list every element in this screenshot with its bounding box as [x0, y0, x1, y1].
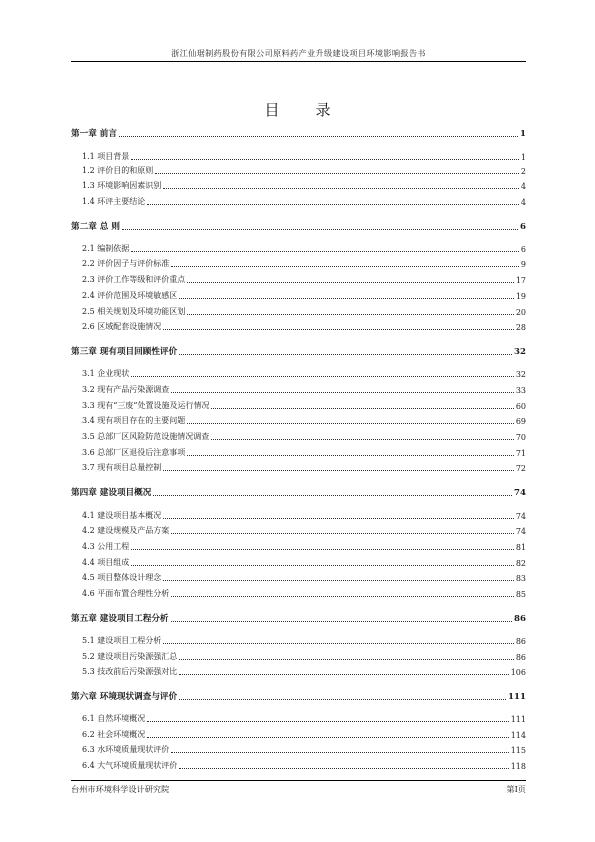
- toc-dot-leader: [187, 314, 514, 315]
- toc-entry-label: 3.6 总部厂区退役后注意事项: [82, 448, 186, 457]
- toc-entry-label: 第六章 环境现状调查与评价: [71, 692, 178, 702]
- toc-dot-leader: [153, 495, 512, 496]
- toc-section-entry[interactable]: [71, 321, 526, 332]
- toc-dot-leader: [171, 752, 508, 753]
- toc-entry-page: 74: [515, 527, 526, 536]
- toc-entry-label: 3.5 总部厂区风险防范设施情况调查: [82, 432, 210, 441]
- toc-dot-leader: [179, 699, 506, 700]
- toc-dot-leader: [163, 518, 514, 519]
- toc-entry-label: 4.4 项目组成: [82, 558, 130, 567]
- toc-entry-label: 4.5 项目整体设计理念: [82, 573, 162, 582]
- toc-entry-page: 81: [515, 543, 526, 552]
- toc-entry-page: 1: [520, 129, 526, 139]
- toc-section-entry[interactable]: [71, 651, 526, 662]
- toc-entry-page: 4: [520, 182, 526, 191]
- toc-dot-leader: [211, 408, 513, 409]
- toc-entry-label: 6.1 自然环境概况: [82, 714, 146, 723]
- toc-entry-page: 1: [520, 153, 526, 162]
- toc-entry-page: 72: [515, 464, 526, 473]
- toc-entry-page: 74: [514, 488, 526, 498]
- toc-dot-leader: [187, 455, 514, 456]
- toc-chapter-entry[interactable]: [71, 127, 526, 139]
- toc-entry-page: 17: [515, 276, 526, 285]
- toc-entry-label: 3.1 企业现状: [82, 369, 130, 378]
- toc-section-entry[interactable]: [71, 713, 526, 724]
- toc-entry-label: 6.4 大气环境质量现状评价: [82, 761, 178, 770]
- toc-entry-page: 82: [515, 559, 526, 568]
- toc-entry-label: 3.3 现有“三废”处置设施及运行情况: [82, 401, 210, 410]
- toc-entry-label: 2.5 相关规划及环境功能区划: [82, 307, 186, 316]
- toc-entry-label: 2.2 评价因子与评价标准: [82, 259, 170, 268]
- toc-dot-leader: [171, 596, 514, 597]
- toc-entry-label: 2.3 评价工作等级和评价重点: [82, 275, 186, 284]
- toc-section-entry[interactable]: [71, 384, 526, 395]
- toc-entry-label: 第四章 建设项目概况: [71, 488, 152, 498]
- toc-dot-leader: [119, 136, 518, 137]
- toc-entry-page: 111: [508, 692, 526, 702]
- toc-dot-leader: [179, 354, 512, 355]
- toc-entry-page: 106: [510, 668, 526, 677]
- toc-dot-leader: [147, 737, 508, 738]
- toc-section-entry[interactable]: [71, 744, 526, 755]
- toc-entry-page: 32: [515, 370, 526, 379]
- toc-dot-leader: [211, 439, 514, 440]
- toc-section-entry[interactable]: [71, 729, 526, 740]
- toc-section-entry[interactable]: [71, 510, 526, 521]
- toc-entry-label: 5.3 技改前后污染源强对比: [82, 667, 178, 676]
- toc-entry-label: 第五章 建设项目工程分析: [71, 614, 169, 624]
- toc-entry-page: 4: [520, 198, 526, 207]
- toc-section-entry[interactable]: [71, 165, 526, 176]
- toc-entry-page: 118: [510, 762, 526, 771]
- toc-chapter-entry[interactable]: [71, 345, 526, 357]
- toc-entry-label: 1.3 环境影响因素识别: [82, 181, 162, 190]
- toc-entry-page: 86: [515, 653, 526, 662]
- footer-page-number: 第I页: [506, 784, 526, 794]
- toc-section-entry[interactable]: [71, 196, 526, 207]
- toc-entry-page: 6: [520, 222, 526, 232]
- toc-dot-leader: [187, 423, 514, 424]
- toc-chapter-entry[interactable]: [71, 690, 526, 702]
- toc-section-entry[interactable]: [71, 760, 526, 771]
- toc-entry-page: 28: [515, 323, 526, 332]
- toc-entry-page: 19: [515, 292, 526, 301]
- toc-entry-label: 1.1 项目背景: [82, 152, 130, 161]
- toc-entry-page: 60: [515, 402, 526, 411]
- toc-dot-leader: [171, 392, 514, 393]
- toc-entry-label: 第三章 现有项目回顾性评价: [71, 347, 178, 357]
- toc-section-entry[interactable]: [71, 635, 526, 646]
- toc-chapter-entry[interactable]: [71, 486, 526, 498]
- toc-entry-label: 第一章 前言: [71, 129, 117, 139]
- toc-entry-page: 33: [515, 386, 526, 395]
- toc-dot-leader: [163, 329, 514, 330]
- toc-entry-page: 20: [515, 308, 526, 317]
- toc-entry-page: 32: [514, 347, 526, 357]
- toc-section-entry[interactable]: [71, 447, 526, 458]
- toc-section-entry[interactable]: [71, 431, 526, 442]
- toc-chapter-entry[interactable]: [71, 220, 526, 232]
- toc-dot-leader: [179, 768, 508, 769]
- toc-entry-label: 3.7 现有项目总量控制: [82, 463, 162, 472]
- toc-section-entry[interactable]: [71, 541, 526, 552]
- toc-dot-leader: [131, 565, 514, 566]
- toc-section-entry[interactable]: [71, 258, 526, 269]
- toc-dot-leader: [131, 376, 514, 377]
- header-rule: [71, 61, 526, 62]
- toc-entry-page: 115: [510, 746, 526, 755]
- toc-section-entry[interactable]: [71, 400, 526, 411]
- toc-section-entry[interactable]: [71, 306, 526, 317]
- toc-section-entry[interactable]: [71, 243, 526, 254]
- toc-entry-label: 2.1 编制依据: [82, 244, 130, 253]
- toc-entry-label: 5.1 建设项目工程分析: [82, 636, 162, 645]
- toc-entry-page: 6: [520, 245, 526, 254]
- toc-entry-label: 5.2 建设项目污染源强汇总: [82, 652, 178, 661]
- toc-dot-leader: [179, 674, 508, 675]
- toc-section-entry[interactable]: [71, 572, 526, 583]
- toc-dot-leader: [163, 643, 514, 644]
- toc-section-entry[interactable]: [71, 180, 526, 191]
- toc-entry-label: 3.2 现有产品污染源调查: [82, 385, 170, 394]
- toc-entry-page: 74: [515, 512, 526, 521]
- toc-entry-page: 114: [510, 731, 526, 740]
- toc-section-entry[interactable]: [71, 666, 526, 677]
- toc-entry-label: 1.4 环评主要结论: [82, 197, 146, 206]
- toc-section-entry[interactable]: [71, 274, 526, 285]
- toc-dot-leader: [163, 188, 519, 189]
- toc-entry-label: 2.4 评价范围及环境敏感区: [82, 291, 178, 300]
- toc-entry-label: 2.6 区域配套设施情况: [82, 322, 162, 331]
- toc-dot-leader: [179, 659, 514, 660]
- toc-dot-leader: [163, 580, 514, 581]
- toc-section-entry[interactable]: [71, 151, 526, 162]
- toc-dot-leader: [187, 282, 514, 283]
- page-title: 目录: [264, 101, 367, 119]
- toc-entry-page: 83: [515, 574, 526, 583]
- toc-entry-page: 86: [515, 637, 526, 646]
- toc-entry-page: 111: [510, 715, 526, 724]
- toc-entry-label: 4.1 建设项目基本概况: [82, 511, 162, 520]
- toc-dot-leader: [122, 229, 518, 230]
- toc-dot-leader: [131, 159, 519, 160]
- toc-dot-leader: [163, 470, 514, 471]
- toc-dot-leader: [155, 173, 519, 174]
- toc-dot-leader: [147, 721, 508, 722]
- footer-rule: [71, 780, 526, 781]
- toc-section-entry[interactable]: [71, 525, 526, 536]
- toc-dot-leader: [171, 621, 513, 622]
- toc-entry-page: 85: [515, 590, 526, 599]
- toc-entry-label: 1.2 评价目的和原则: [82, 166, 154, 175]
- toc-entry-label: 4.3 公用工程: [82, 542, 130, 551]
- toc-section-entry[interactable]: [71, 588, 526, 599]
- toc-entry-label: 第二章 总 则: [71, 222, 120, 232]
- toc-entry-page: 70: [515, 433, 526, 442]
- toc-entry-page: 2: [520, 167, 526, 176]
- toc-entry-label: 6.2 社会环境概况: [82, 730, 146, 739]
- toc-dot-leader: [131, 251, 519, 252]
- toc-dot-leader: [171, 533, 514, 534]
- toc-entry-page: 9: [520, 260, 526, 269]
- toc-entry-label: 3.4 现有项目存在的主要问题: [82, 416, 186, 425]
- toc-section-entry[interactable]: [71, 557, 526, 568]
- toc-entry-label: 6.3 水环境质量现状评价: [82, 745, 170, 754]
- running-header: 浙江仙琚制药股份有限公司原料药产业升级建设项目环境影响报告书: [171, 48, 426, 58]
- toc-dot-leader: [147, 204, 519, 205]
- toc-section-entry[interactable]: [71, 290, 526, 301]
- toc-dot-leader: [179, 298, 514, 299]
- toc-section-entry[interactable]: [71, 462, 526, 473]
- toc-chapter-entry[interactable]: [71, 612, 526, 624]
- toc-entry-label: 4.6 平面布置合理性分析: [82, 589, 170, 598]
- toc-dot-leader: [131, 549, 514, 550]
- toc-entry-label: 4.2 建设规模及产品方案: [82, 526, 170, 535]
- toc-entry-page: 69: [515, 417, 526, 426]
- toc-entry-page: 71: [515, 449, 526, 458]
- toc-section-entry[interactable]: [71, 368, 526, 379]
- footer-organization: 台州市环境科学设计研究院: [71, 784, 170, 794]
- toc-dot-leader: [171, 266, 519, 267]
- toc-entry-page: 86: [514, 614, 526, 624]
- toc-section-entry[interactable]: [71, 415, 526, 426]
